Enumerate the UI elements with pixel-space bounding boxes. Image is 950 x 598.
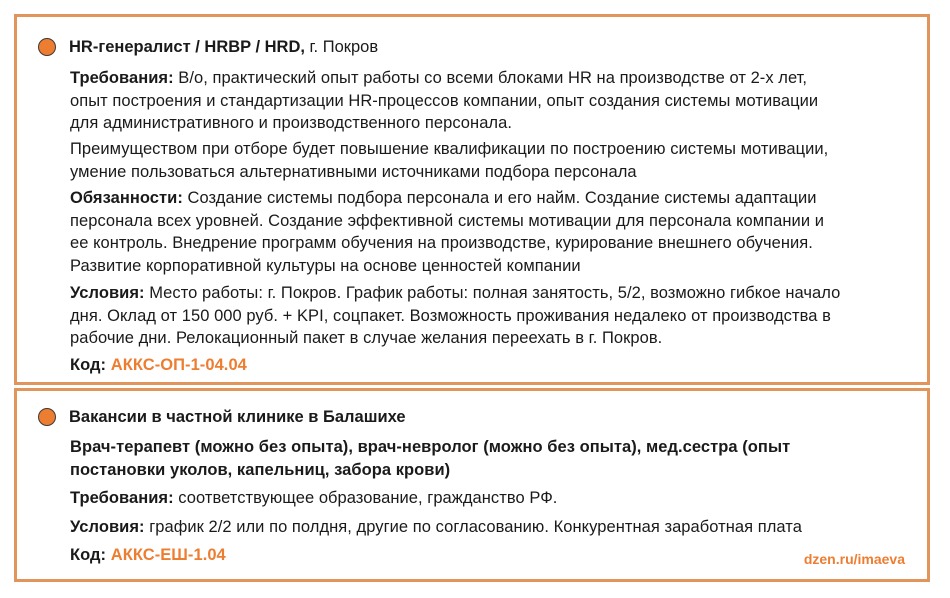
conditions-line-1 xyxy=(70,282,920,305)
positions-text-2: постановки уколов, капельниц, забора крови) xyxy=(70,460,451,479)
code-line xyxy=(70,544,920,567)
code-line xyxy=(70,354,920,377)
requirements-label: Требования: xyxy=(70,69,174,87)
requirements-text-1: В/о, практический опыт работы со всеми блоками HR на производстве от 2-х лет, xyxy=(173,69,808,87)
code-value: АККС-ЕШ-1.04 xyxy=(106,546,226,564)
vacancy-card-hr xyxy=(14,14,930,385)
conditions-section xyxy=(70,516,920,539)
requirements-text-2: опыт построения и стандартизации HR-процессов компании, опыт создания системы мотивации xyxy=(70,91,819,110)
watermark-link[interactable]: dzen.ru/imaeva xyxy=(803,551,905,567)
conditions-text-1: Место работы: г. Покров. График работы: полная занятость, 5/2, возможно гибкое начало xyxy=(144,284,841,302)
requirements-label: Требования: xyxy=(70,489,174,507)
conditions-label: Условия: xyxy=(70,284,145,302)
duties-section xyxy=(70,187,920,277)
duties-label: Обязанности: xyxy=(70,189,183,207)
orange-bullet-icon xyxy=(38,38,56,56)
duties-text-1: Создание системы подбора персонала и его найм. Создание системы адаптации xyxy=(182,189,817,207)
duties-text-4: Развитие корпоративной культуры на основе ценностей компании xyxy=(70,256,581,275)
duties-text-3: ее контроль. Внедрение программ обучения на производстве, курирование внешнего обучения. xyxy=(70,234,813,252)
code-label: Код: xyxy=(70,546,107,564)
vacancy-title xyxy=(69,36,378,58)
conditions-text-2: дня. Оклад от 150 000 руб. + KPI, соцпакет. Возможность проживания недалеко от производства в xyxy=(70,306,831,325)
orange-bullet-icon xyxy=(38,408,56,426)
requirements-line-1 xyxy=(70,67,920,90)
vacancy-card-clinic xyxy=(14,388,930,582)
conditions-text-3: рабочие дни. Релокационный пакет в случае желания переехать в г. Покров. xyxy=(70,329,663,347)
requirements-section xyxy=(70,67,920,135)
positions-text-1: Врач-терапевт (можно без опыта), врач-невролог (можно без опыта), мед.сестра (опыт xyxy=(70,438,791,456)
requirements-text-3: для административного и производственного персонала. xyxy=(70,114,512,132)
conditions-text: график 2/2 или по полдня, другие по согласованию. Конкурентная заработная плата xyxy=(144,518,802,536)
positions-section xyxy=(70,436,920,481)
requirements-section xyxy=(70,487,920,510)
vacancy-title: Вакансии в частной клинике в Балашихе xyxy=(69,408,406,426)
advantage-section xyxy=(70,138,920,183)
advantage-text-1: Преимуществом при отборе будет повышение квалификации по построению системы мотивации, xyxy=(70,140,829,158)
conditions-section xyxy=(70,282,920,350)
vacancy-title-city: г. Покров xyxy=(304,38,379,56)
requirements-text: соответствующее образование, гражданство РФ. xyxy=(173,489,558,507)
code-value: АККС-ОП-1-04.04 xyxy=(106,356,247,374)
conditions-label: Условия: xyxy=(70,518,145,536)
code-label: Код: xyxy=(70,356,107,374)
vacancy-title-position: HR-генералист / HRBP / HRD, xyxy=(69,38,305,56)
duties-line-1 xyxy=(70,187,920,210)
duties-text-2: персонала всех уровней. Создание эффективной системы мотивации для персонала компании и xyxy=(70,211,824,230)
advantage-text-2: умение пользоваться альтернативными источниками подбора персонала xyxy=(70,162,637,181)
